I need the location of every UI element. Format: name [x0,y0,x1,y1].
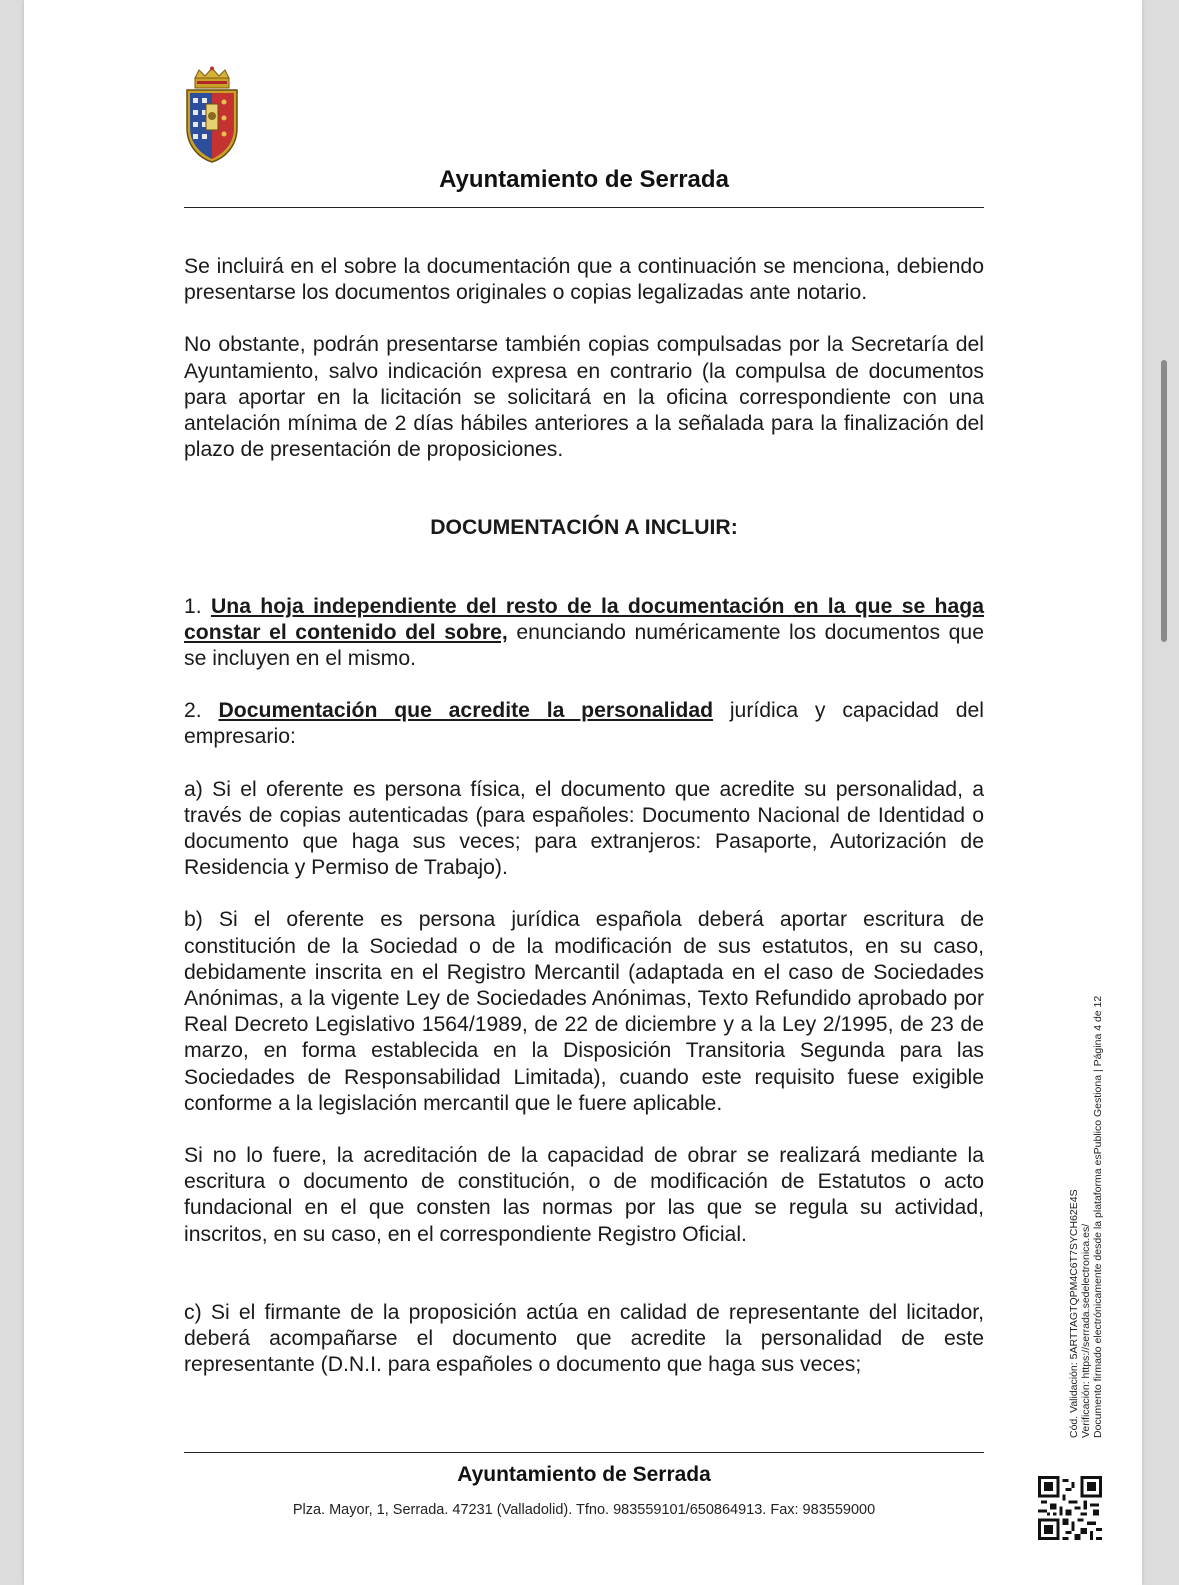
validation-side-text [1068,978,1104,1438]
coat-of-arms-icon [181,66,243,166]
list-item-text: jurídica y capacidad del empresario: [184,699,984,749]
list-item-1 [184,594,984,673]
qr-code-icon [1038,1476,1102,1540]
list-item-2 [184,698,984,750]
verification-url: Verificación: https://serrada.sedelectronica.es/ [1080,1223,1092,1438]
list-item-number: 1. [184,594,211,618]
list-item-underlined-text: Documentación que acredite la personalidad [218,699,714,723]
header-title: Ayuntamiento de Serrada [439,166,729,193]
list-item-text: enunciando numéricamente los documentos que se incluyen en el mismo. [184,620,984,671]
sub-item-b: b) Si el oferente es persona jurídica española deberá aportar escritura de constitución de la Sociedad o de la modificación de sus estatutos, en su caso, debidamente inscrita en el Registro Mercantil (adaptada en el caso de Sociedades Anónimas, a la vigente Ley de Sociedades Anónimas, Texto Refundido aprobado por Real Decreto Legislativo 1564/1989, de 22 de diciembre y a la Ley 2/1995, de 23 de marzo, en forma establecida en la Disposición Transitoria Segunda para las Sociedades de Responsabilidad Limitada), cuando este requisito fuese exigible conforme a la legislación mercantil que le fuere aplicable. [184,908,984,1115]
paragraph-intro: Se incluirá en el sobre la documentación que a continuación se menciona, debiendo presentarse los documentos originales o copias legalizadas ante notario. [184,255,984,305]
paragraph-compulsa: No obstante, podrán presentarse también copias compulsadas por la Secretaría del Ayuntamiento, salvo indicación expresa en contrario (la compulsa de documentos para aportar en la licitación se solicitará en la oficina correspondiente con una antelación mínima de 2 días hábiles anteriores a la señalada para la finalización del plazo de presentación de proposiciones. [184,333,984,462]
validation-code: Cód. Validación: 5ARTTAGTQPM4C6T7SYCH62E4S [1068,1189,1080,1438]
signature-note: Documento firmado electrónicamente desde la plataforma esPublico Gestiona | Página 4 de 12 [1092,995,1104,1438]
sub-item-b-continuation: Si no lo fuere, la acreditación de la capacidad de obrar se realizará mediante la escritura o documento de constitución, o de modificación de Estatutos o acto fundacional en el que consten las normas por las que se regula su actividad, inscritos, en su caso, en el correspondiente Registro Oficial. [184,1144,984,1246]
section-heading: DOCUMENTACIÓN A INCLUIR: [430,516,738,540]
header-divider [184,207,984,208]
list-item-number: 2. [184,699,219,723]
sub-item-a: a) Si el oferente es persona física, el documento que acredite su personalidad, a través de copias autenticadas (para españoles: Documento Nacional de Identidad o documento que haga sus veces; para extranjeros: Pasaporte, Autorización de Residencia y Permiso de Trabajo). [184,777,984,880]
sub-item-c: c) Si el firmante de la proposición actúa en calidad de representante del licitador, deberá acompañarse el documento que acredite la personalidad de este representante (D.N.I. para españoles o documento que haga sus veces; [184,1300,984,1377]
footer-address: Plza. Mayor, 1, Serrada. 47231 (Valladolid). Tfno. 983559101/650864913. Fax: 983559000 [292,1502,876,1518]
footer-title: Ayuntamiento de Serrada [457,1463,711,1486]
footer-divider [184,1452,984,1453]
document-body [184,254,984,1379]
list-item-underlined-text: Una hoja independiente del resto de la documentación en la que se haga constar el contenido del sobre, [184,594,984,644]
scrollbar-thumb[interactable] [1161,360,1167,642]
